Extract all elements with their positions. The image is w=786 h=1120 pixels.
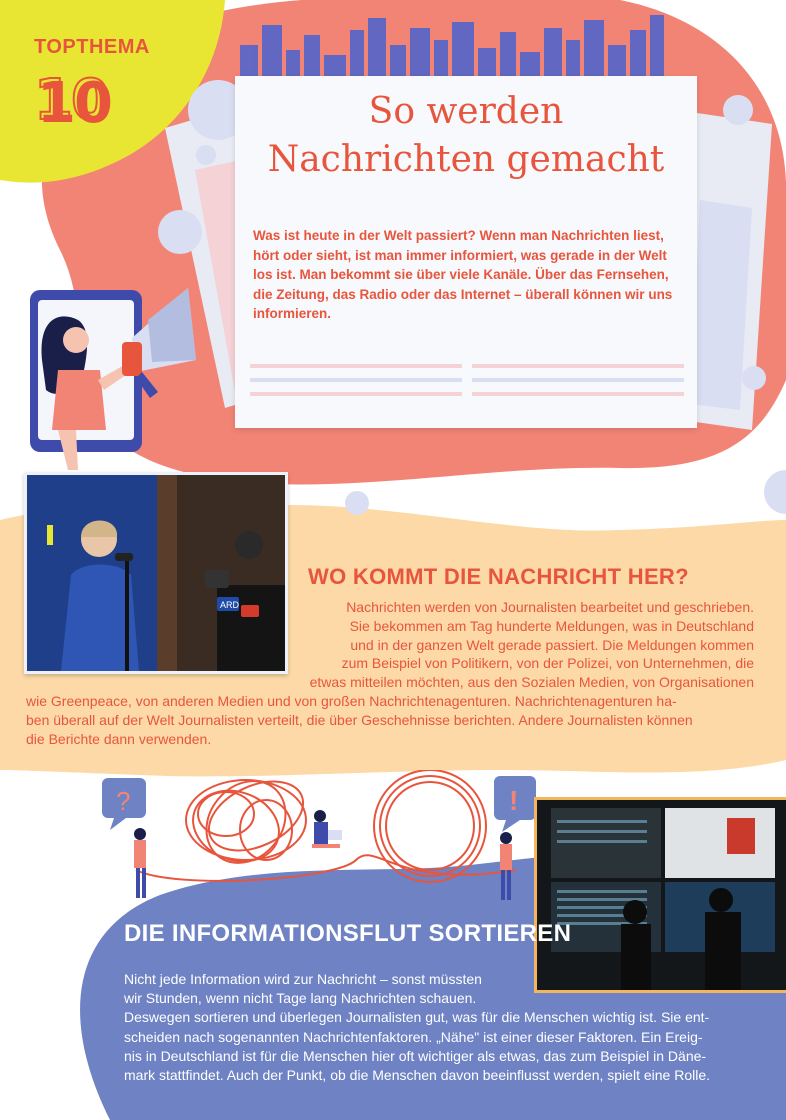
- bubble-circle: [742, 366, 766, 390]
- section-2-line: mark stattfindet. Auch der Punkt, ob die Menschen davon beeinflusst werden, spielt eine Rolle.: [124, 1067, 711, 1084]
- people-figures: [134, 810, 512, 900]
- bubble-circle: [345, 491, 369, 515]
- section-1-heading: WO KOMMT DIE NACHRICHT HER?: [308, 564, 689, 589]
- section-1-line: Nachrichten werden von Journalisten bearbeitet und geschrieben.: [346, 599, 754, 615]
- section-2-line: Nicht jede Information wird zur Nachricht – sonst müssten: [124, 971, 482, 987]
- newsroom-photo-art: [537, 800, 786, 990]
- section-2-heading: DIE INFORMATIONSFLUT SORTIEREN: [124, 920, 572, 947]
- section-2-line: wir Stunden, wenn nicht Tage lang Nachrichten schauen.: [124, 990, 477, 1007]
- title-line-2: Nachrichten gemacht: [267, 139, 665, 180]
- section-label: TOPTHEMA: [34, 36, 150, 58]
- mic-label: ARD: [220, 600, 240, 610]
- page-title: [235, 88, 697, 184]
- section-1-line: etwas mitteilen möchten, aus den Sozialen Medien, von Organisationen: [309, 674, 754, 691]
- section-2-line: scheiden nach sogenannten Nachrichtenfaktoren. „Nähe" ist einer dieser Faktoren. Ein Ereig-: [124, 1028, 703, 1045]
- question-mark: ?: [116, 786, 131, 816]
- section-2-line: Deswegen sortieren und überlegen Journalisten gut, was für die Menschen wichtig ist. Sie ent-: [124, 1009, 710, 1026]
- section-1-line: Sie bekommen am Tag hunderte Meldungen, was in Deutschland: [349, 617, 754, 634]
- section-1-line: ben überall auf der Welt Journalisten verteilt, die über Geschehnisse berichten. Andere Journalisten können: [26, 711, 693, 728]
- title-line-1: So werden: [368, 91, 564, 132]
- section-2-body: [124, 970, 754, 1085]
- intro-paragraph: Was ist heute in der Welt passiert? Wenn man Nachrichten liest, hört oder sieht, ist man immer informiert, was gerade in der Welt los ist. Man bekommt sie über viele Kanäle. Über das Fernsehen, die Zeitung, das Radio oder das Internet – überall können wir uns informieren.: [253, 228, 673, 321]
- section-1-line: wie Greenpeace, von anderen Medien und von großen Nachrichtenagenturen. Nachrichtenagenturen ha-: [26, 692, 677, 709]
- tablet-megaphone-illustration: [18, 280, 218, 480]
- exclamation-mark: !: [509, 785, 519, 816]
- section-2-line: nis in Deutschland ist für die Menschen hier oft wichtiger als etwas, das zum Beispiel in Däne-: [124, 1047, 707, 1064]
- information-tangle-illustration: [96, 770, 546, 910]
- section-1-line: zum Beispiel von Politikern, von der Polizei, von Unternehmen, die: [341, 655, 754, 672]
- section-1-line: und in der ganzen Welt gerade passiert. Die Meldungen kommen: [350, 636, 754, 653]
- newsroom-photo: [534, 797, 786, 993]
- newspaper-lines: [248, 360, 688, 400]
- bubble-circle: [723, 95, 753, 125]
- issue-number: 10: [34, 68, 108, 133]
- section-1-body: [26, 598, 754, 748]
- section-1-line: die Berichte dann verwenden.: [26, 730, 212, 747]
- bubble-circle: [764, 470, 786, 514]
- bubble-circle: [196, 145, 216, 165]
- bubble-circle: [158, 210, 202, 254]
